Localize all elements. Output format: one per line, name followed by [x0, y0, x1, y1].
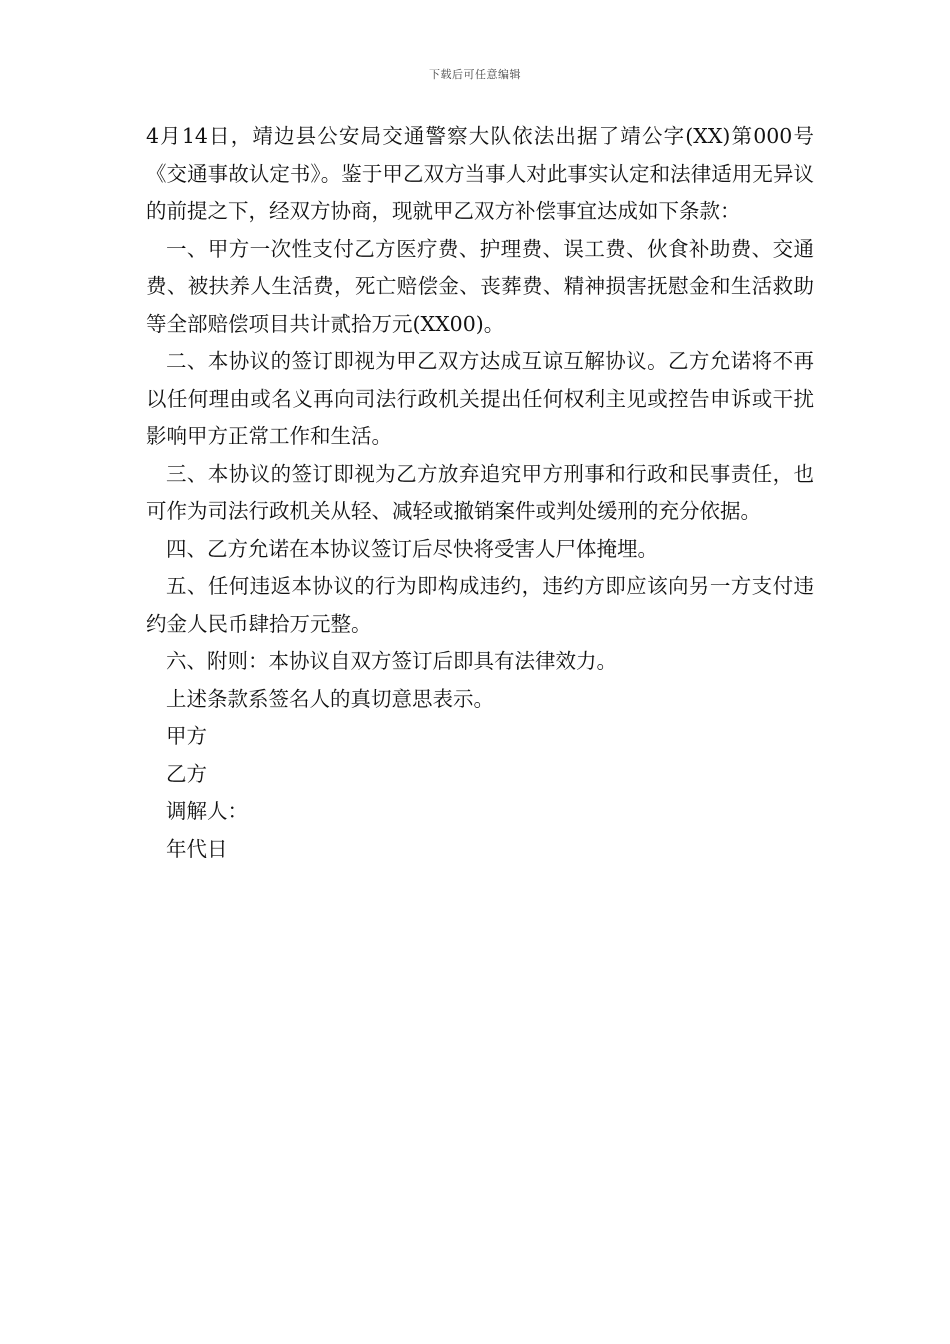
- statement-line: 上述条款系签名人的真切意思表示。: [166, 686, 494, 711]
- clause-2: 二、本协议的签订即视为甲乙双方达成互谅互解协议。乙方允诺将不再以任何理由或名义再向司法行政机关提出任何权利主见或控告申诉或干扰影响甲方正常工作和生活。: [146, 349, 814, 448]
- mediator-signature: 调解人：: [166, 799, 248, 823]
- intro-paragraph: 4月14日，靖边县公安局交通警察大队依法出据了靖公字(XX)第000号《交通事故认定书》。鉴于甲乙双方当事人对此事实认定和法律适用无异议的前提之下，经双方协商，现就甲乙双方补偿事宜达成如下条款：: [146, 124, 814, 223]
- clause-3: 三、本协议的签订即视为乙方放弃追究甲方刑事和行政和民事责任，也可作为司法行政机关从轻、减轻或撤销案件或判处缓刑的充分依据。: [146, 461, 814, 523]
- header-note: 下载后可任意编辑: [429, 68, 521, 81]
- document-body: [146, 118, 814, 868]
- date-line: 年代日: [166, 836, 228, 861]
- party-b-signature: 乙方: [166, 761, 207, 786]
- clause-6: 六、附则：本协议自双方签订后即具有法律效力。: [166, 649, 617, 673]
- clause-1: 一、甲方一次性支付乙方医疗费、护理费、误工费、伙食补助费、交通费、被扶养人生活费，死亡赔偿金、丧葬费、精神损害抚慰金和生活救助等全部赔偿项目共计贰拾万元(XX00)。: [146, 236, 814, 336]
- clause-4: 四、乙方允诺在本协议签订后尽快将受害人尸体掩埋。: [166, 536, 658, 561]
- party-a-signature: 甲方: [166, 724, 207, 748]
- clause-5: 五、任何违返本协议的行为即构成违约，违约方即应该向另一方支付违约金人民币肆拾万元整。: [146, 574, 814, 636]
